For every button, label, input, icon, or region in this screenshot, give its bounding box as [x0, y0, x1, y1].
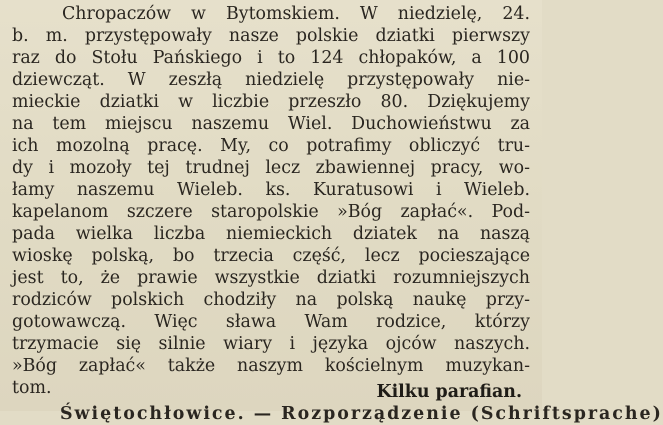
- article-line: wioskę polską, bo trzecia część, lecz pocieszające: [12, 246, 530, 266]
- article-line: łamy naszemu Wieleb. ks. Kuratusowi i Wieleb.: [12, 180, 530, 200]
- article-line: jest to, że prawie wszystkie dziatki rozumniejszych: [12, 268, 530, 288]
- article-line: raz do Stołu Pańskiego i to 124 chłopaków, a 100: [12, 48, 530, 68]
- article-line: tom.: [12, 378, 52, 398]
- article-line: »Bóg zapłać« także naszym kościelnym muzykan-: [12, 356, 530, 376]
- article-signature: Kilku parafian.: [376, 382, 522, 402]
- article-line: dziewcząt. W zeszłą niedzielę przystępowały nie-: [12, 70, 530, 90]
- article-line: pada wielka liczba niemieckich dziatek na naszą: [12, 224, 530, 244]
- article-line: ich mozolną pracę. My, co potrafimy obliczyć tru-: [12, 136, 530, 156]
- article-line: Chropaczów w Bytomskiem. W niedzielę, 24.: [62, 4, 530, 24]
- article-line: gotowawczą. Więc sława Wam rodzice, którzy: [12, 312, 530, 332]
- article-line: b. m. przystępowały nasze polskie dziatki pierwszy: [12, 26, 530, 46]
- article-line: kapelanom szczere staropolskie »Bóg zapłać«. Pod-: [12, 202, 530, 222]
- article-line: trzymacie się silnie wiary i języka ojców naszych.: [12, 334, 530, 354]
- next-article-heading: Świętochłowice. — Rozporządzenie (Schriftsprache): [60, 404, 663, 424]
- article-line: dy i mozoły tej trudnej lecz zbawiennej pracy, wo-: [12, 158, 530, 178]
- article-line: na tem miejscu naszemu Wiel. Duchowieństwu za: [12, 114, 530, 134]
- article-line: mieckie dziatki w liczbie przeszło 80. Dziękujemy: [12, 92, 530, 112]
- article-line: rodziców polskich chodziły na polską naukę przy-: [12, 290, 530, 310]
